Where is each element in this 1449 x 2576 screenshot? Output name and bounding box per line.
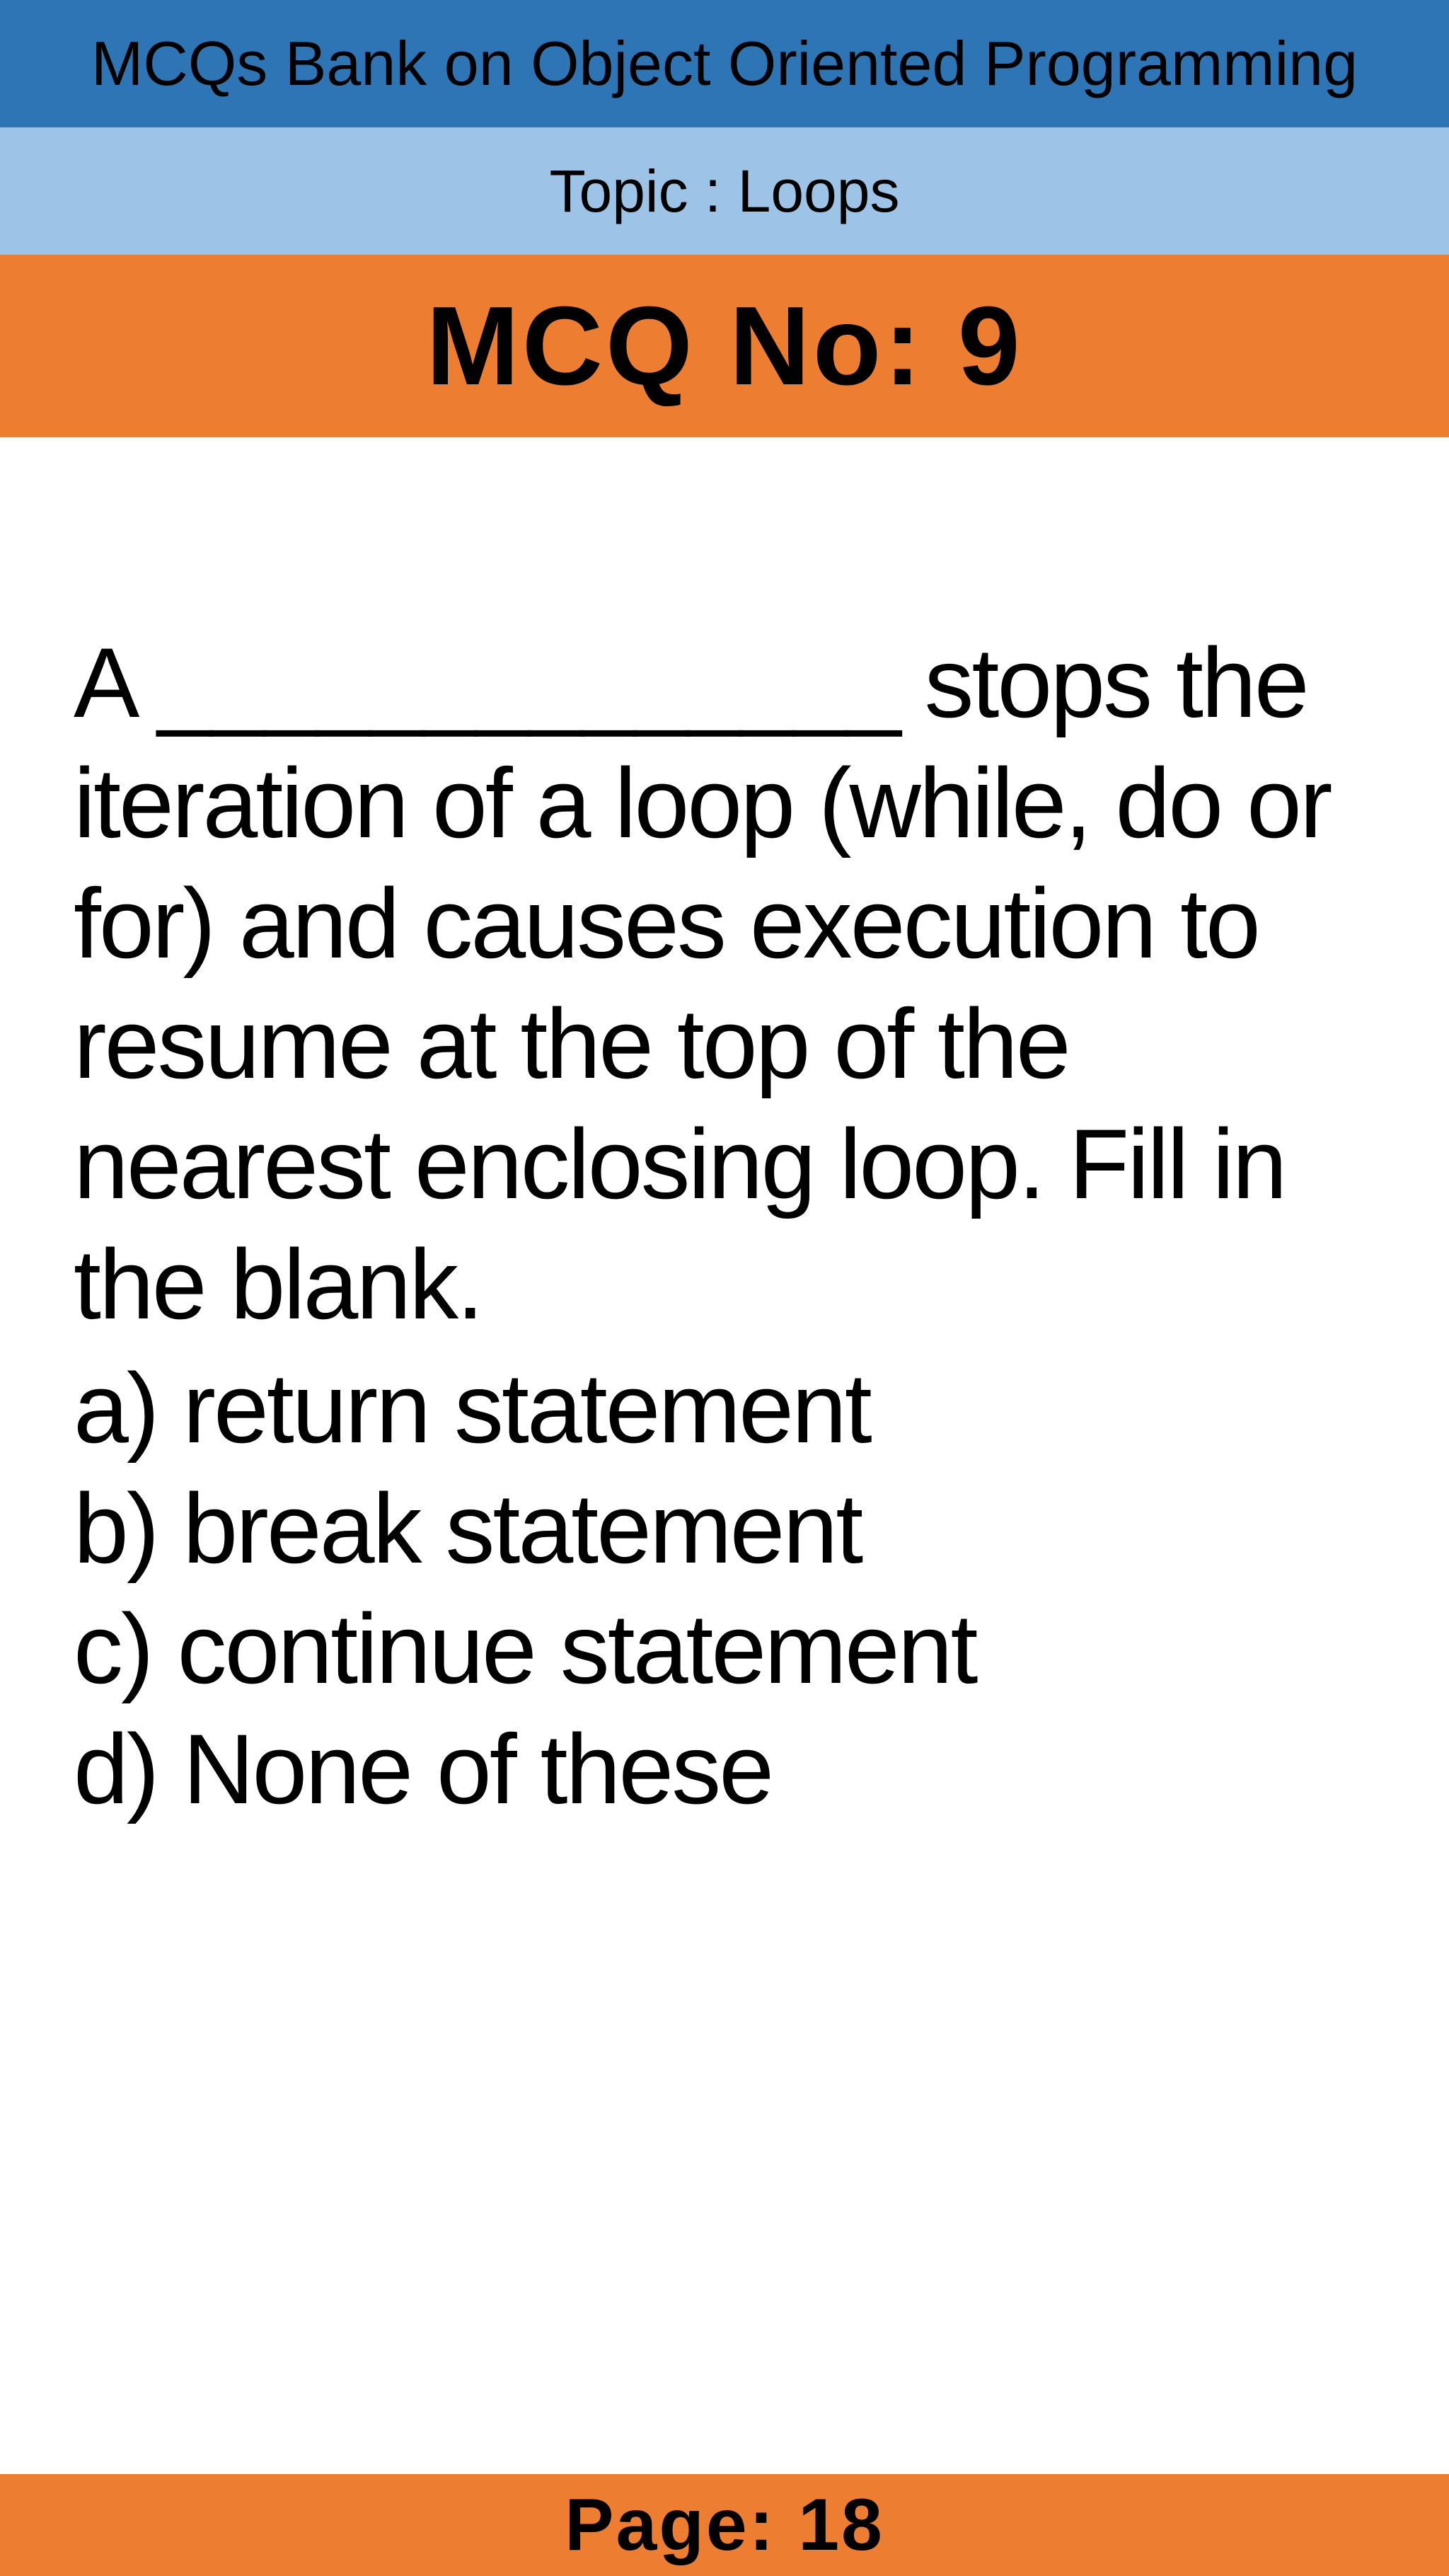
option-a: a) return statement bbox=[74, 1352, 870, 1464]
mcq-number-banner: MCQ No: 9 bbox=[0, 255, 1449, 437]
question-text: A ______________ stops the iteration of a loop (while, do or for) and causes execution to resume at the top of the nearest enclosing loop. Fill in the blank. bbox=[74, 627, 1356, 1340]
option-b: b) break statement bbox=[74, 1473, 862, 1584]
topic-banner: Topic : Loops bbox=[0, 127, 1449, 255]
book-title-banner: MCQs Bank on Object Oriented Programming bbox=[0, 0, 1449, 127]
option-c: c) continue statement bbox=[74, 1593, 976, 1704]
option-d: d) None of these bbox=[74, 1713, 773, 1824]
page-number-footer: Page: 18 bbox=[0, 2474, 1449, 2576]
answer-options bbox=[74, 1348, 1404, 1829]
